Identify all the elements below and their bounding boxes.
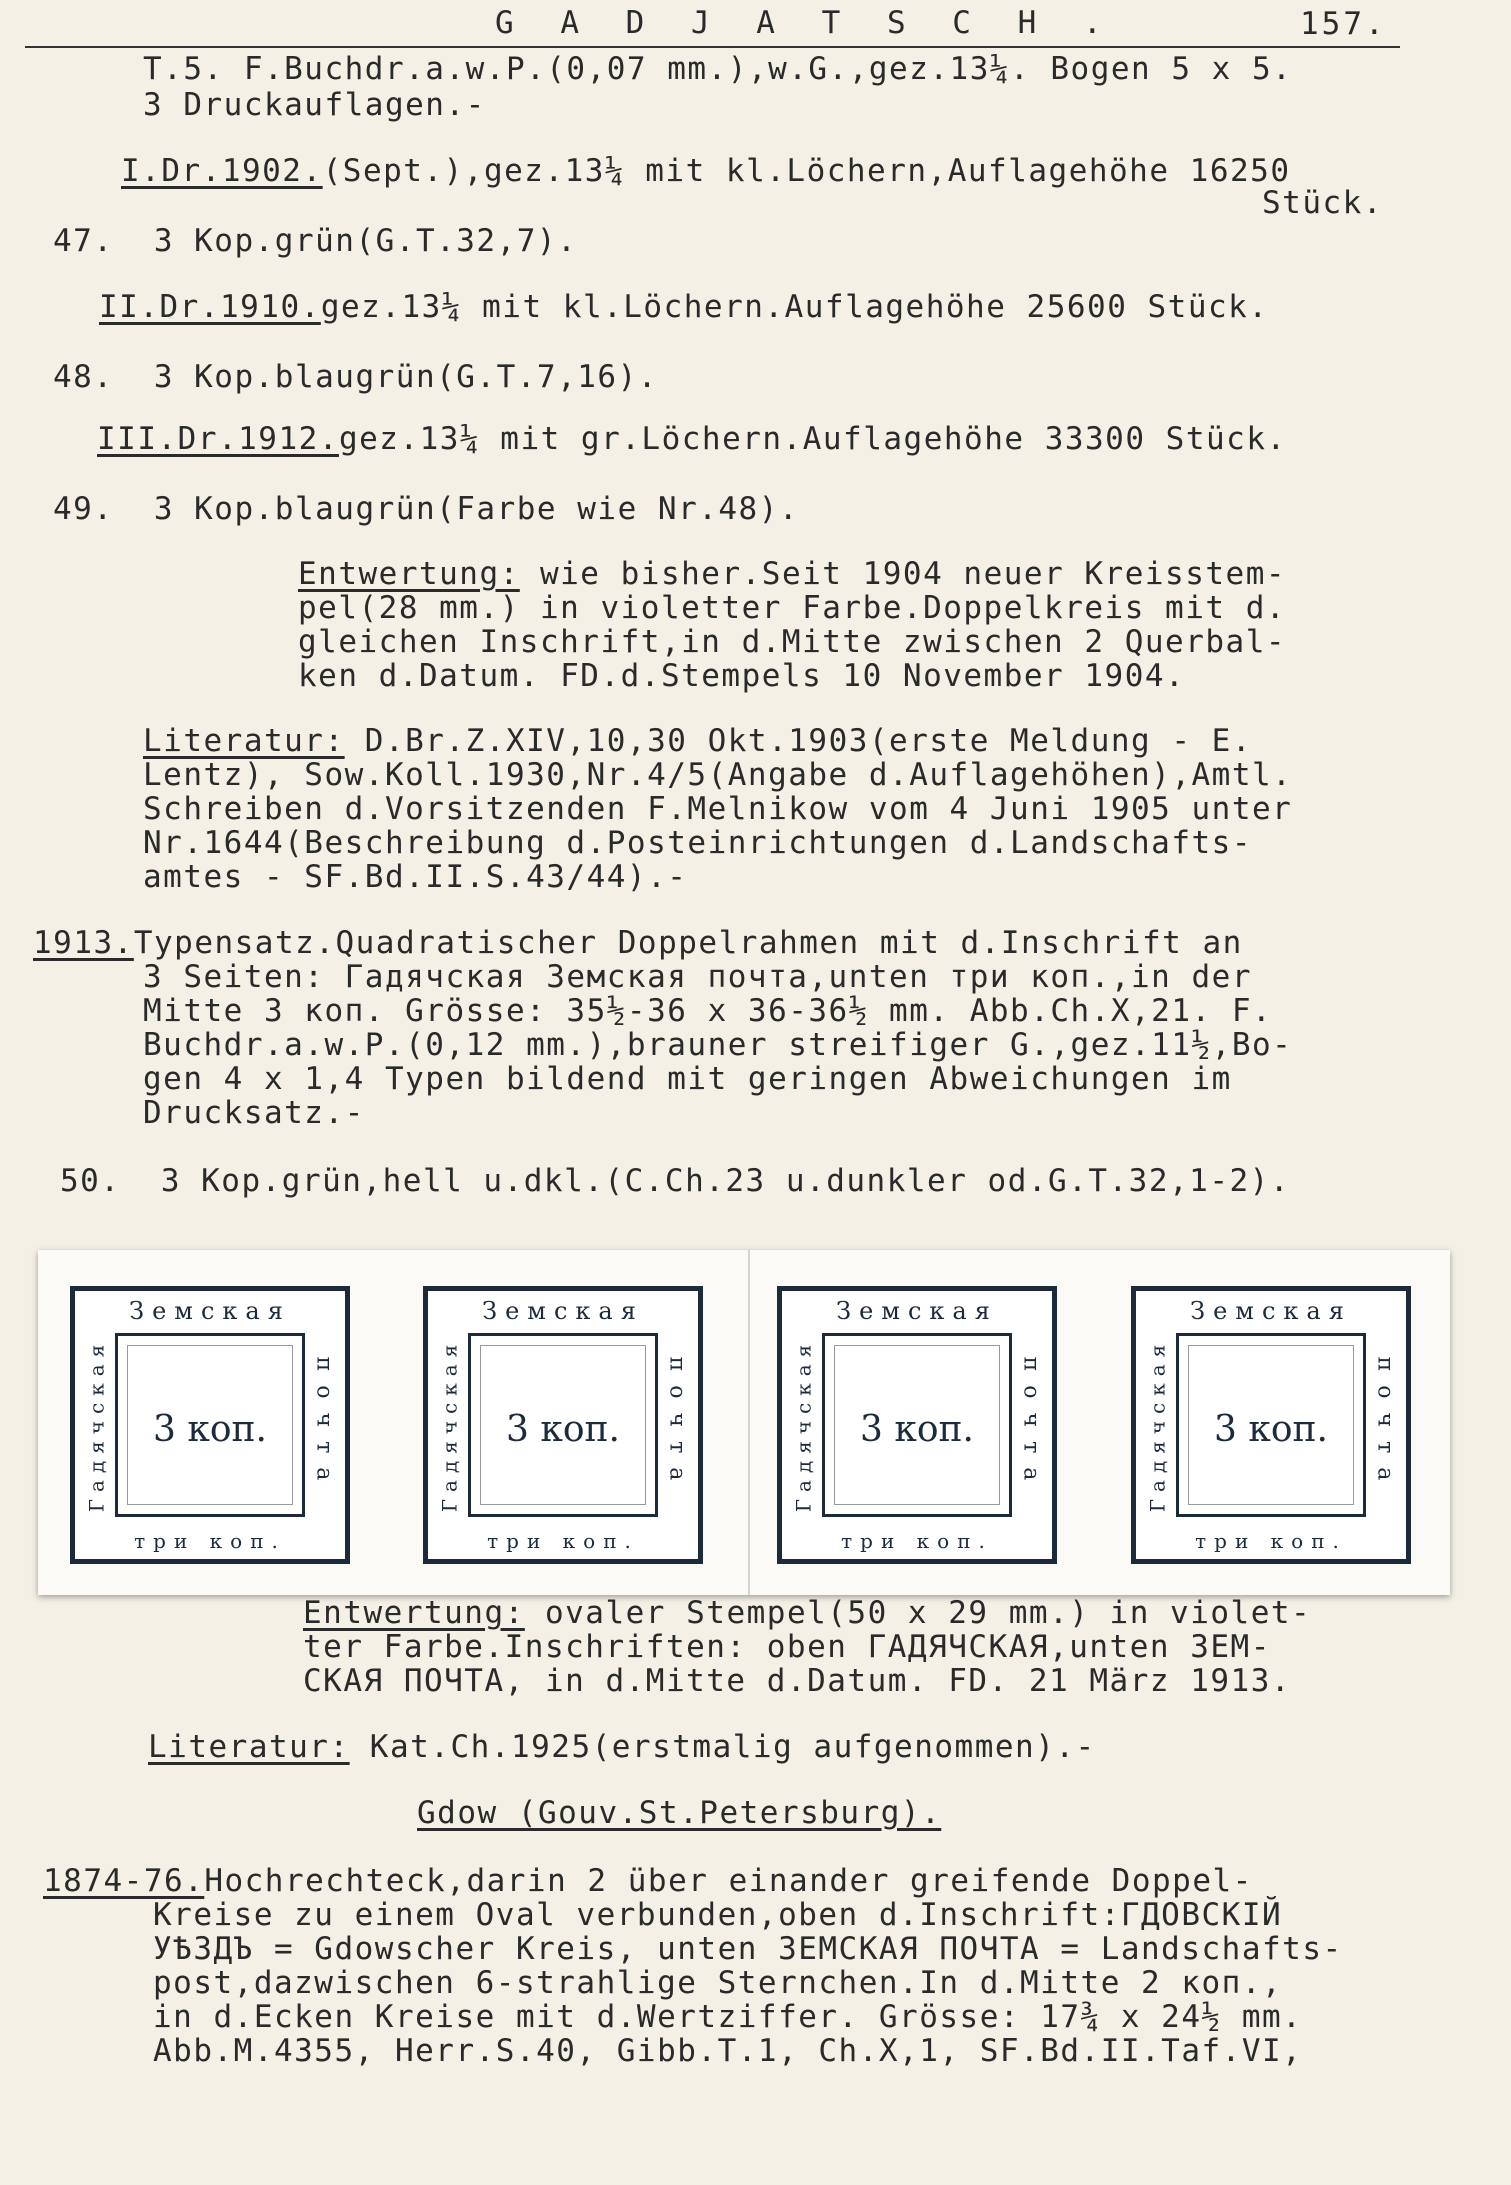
underlined-term: Literatur: bbox=[148, 1729, 350, 1765]
line-text: in d.Ecken Kreise mit d.Wertziffer. Grösse: 17¾ x 24½ mm. bbox=[153, 1999, 1303, 2035]
strip-divider bbox=[748, 1250, 750, 1595]
stamp-left-inscription: Гадячская bbox=[1145, 1337, 1169, 1513]
line-text: Abb.M.4355, Herr.S.40, Gibb.T.1, Ch.X,1, SF.Bd.II.Taf.VI, bbox=[153, 2033, 1303, 2069]
stamp-left-inscription: Гадячская bbox=[437, 1337, 461, 1513]
line-text: 49. 3 Kop.blaugrün(Farbe wie Nr.48). bbox=[53, 491, 800, 527]
line-text: Drucksatz.- bbox=[143, 1095, 365, 1131]
text-line bbox=[143, 724, 1252, 758]
line-text: Kat.Ch.1925(erstmalig aufgenommen).- bbox=[349, 1729, 1096, 1765]
line-text: Hochrechteck,darin 2 über einander greifende Doppel- bbox=[204, 1863, 1253, 1899]
text-line bbox=[97, 422, 1287, 456]
text-line bbox=[303, 1630, 1271, 1664]
text-line bbox=[298, 557, 1286, 591]
line-text: post,dazwischen 6-strahlige Sternchen.In d.Mitte 2 коп., bbox=[153, 1965, 1283, 2001]
stamp-right-inscription: почта bbox=[311, 1356, 337, 1494]
text-line bbox=[143, 88, 486, 122]
line-text: Buchdr.a.w.P.(0,12 mm.),brauner streifiger G.,gez.11½,Bo- bbox=[143, 1027, 1293, 1063]
text-line bbox=[303, 1664, 1291, 1698]
text-line bbox=[143, 792, 1292, 826]
underlined-term: Entwertung: bbox=[298, 556, 520, 592]
text-line bbox=[33, 926, 1243, 960]
line-text: Typensatz.Quadratischer Doppelrahmen mit d.Inschrift an bbox=[133, 925, 1243, 961]
text-line bbox=[143, 860, 687, 894]
stamp-right-inscription: почта bbox=[664, 1356, 690, 1494]
underlined-term: I.Dr.1902. bbox=[121, 153, 323, 189]
text-line bbox=[298, 625, 1286, 659]
text-line bbox=[60, 1164, 1290, 1198]
line-text: gleichen Inschrift,in d.Mitte zwischen 2 Querbal- bbox=[298, 624, 1287, 660]
line-text: D.Br.Z.XIV,10,30 Okt.1903(erste Meldung - E. bbox=[344, 723, 1253, 759]
line-text: УѢЗДЪ = Gdowscher Kreis, unten ЗЕМСКАЯ ПОЧТА = Landschafts- bbox=[153, 1931, 1343, 1967]
line-text: 50. 3 Kop.grün,hell u.dkl.(C.Ch.23 u.dunkler od.G.T.32,1-2). bbox=[60, 1163, 1290, 1199]
text-line bbox=[53, 492, 799, 526]
stamp-top-inscription: Земская bbox=[482, 1297, 644, 1325]
stamp-bottom-inscription: три коп. bbox=[841, 1529, 993, 1553]
stamp-bottom-inscription: три коп. bbox=[487, 1529, 639, 1553]
line-text: Stück. bbox=[1262, 185, 1383, 221]
text-line bbox=[1262, 186, 1383, 220]
text-line bbox=[143, 994, 1272, 1028]
line-text: gen 4 x 1,4 Typen bildend mit geringen Abweichungen im bbox=[143, 1061, 1232, 1097]
stamp-illustration-strip bbox=[38, 1250, 1450, 1595]
text-line bbox=[121, 154, 1291, 188]
line-text: ter Farbe.Inschriften: oben ГАДЯЧСКАЯ,unten ЗЕМ- bbox=[303, 1629, 1271, 1665]
text-line bbox=[143, 1096, 365, 1130]
line-text: amtes - SF.Bd.II.S.43/44).- bbox=[143, 859, 688, 895]
page-number: 157. bbox=[1300, 6, 1387, 42]
text-line bbox=[53, 224, 577, 258]
text-line bbox=[153, 1932, 1343, 1966]
line-text: ken d.Datum. FD.d.Stempels 10 November 1904. bbox=[298, 658, 1186, 694]
stamp-right-inscription: почта bbox=[1372, 1356, 1398, 1494]
line-text: 3 Seiten: Гадячская Земская почта,unten три коп.,in der bbox=[143, 959, 1252, 995]
underlined-term: Gdow (Gouv.St.Petersburg). bbox=[417, 1795, 942, 1831]
line-text: Schreiben d.Vorsitzenden F.Melnikow vom 4 Juni 1905 unter bbox=[143, 791, 1293, 827]
line-text: T.5. F.Buchdr.a.w.P.(0,07 mm.),w.G.,gez.13¼. Bogen 5 x 5. bbox=[143, 51, 1293, 87]
line-text: pel(28 mm.) in violetter Farbe.Doppelkreis mit d. bbox=[298, 590, 1287, 626]
stamp-bottom-inscription: три коп. bbox=[1195, 1529, 1347, 1553]
text-line bbox=[99, 290, 1269, 324]
line-text: Kreise zu einem Oval verbunden,oben d.Inschrift:ГДОВСКІЙ bbox=[153, 1897, 1283, 1933]
underlined-term: II.Dr.1910. bbox=[99, 289, 321, 325]
stamp-value: 3 коп. bbox=[506, 1409, 620, 1450]
stamp bbox=[423, 1286, 703, 1564]
text-line bbox=[303, 1596, 1311, 1630]
stamp-top-inscription: Земская bbox=[1190, 1297, 1352, 1325]
line-text: Nr.1644(Beschreibung d.Posteinrichtungen d.Landschafts- bbox=[143, 825, 1252, 861]
text-line bbox=[298, 659, 1185, 693]
line-text: СКАЯ ПОЧТА, in d.Mitte d.Datum. FD. 21 März 1913. bbox=[303, 1663, 1292, 1699]
line-text: 48. 3 Kop.blaugrün(G.T.7,16). bbox=[53, 359, 658, 395]
underlined-term: 1874-76. bbox=[43, 1863, 205, 1899]
line-text: (Sept.),gez.13¼ mit kl.Löchern,Auflagehöhe 16250 bbox=[322, 153, 1291, 189]
text-line bbox=[53, 360, 658, 394]
text-line bbox=[298, 591, 1286, 625]
line-text: 47. 3 Kop.grün(G.T.32,7). bbox=[53, 223, 578, 259]
line-text: gez.13¼ mit gr.Löchern.Auflagehöhe 33300 Stück. bbox=[338, 421, 1287, 457]
stamp-left-inscription: Гадячская bbox=[84, 1337, 108, 1513]
underlined-term: Entwertung: bbox=[303, 1595, 525, 1631]
stamp-value: 3 коп. bbox=[860, 1409, 974, 1450]
underlined-term: Literatur: bbox=[143, 723, 345, 759]
text-line bbox=[153, 2000, 1302, 2034]
text-line bbox=[143, 1028, 1292, 1062]
stamp-left-inscription: Гадячская bbox=[791, 1337, 815, 1513]
text-line bbox=[153, 1966, 1282, 2000]
stamp-value: 3 коп. bbox=[1214, 1409, 1328, 1450]
text-line bbox=[153, 2034, 1302, 2068]
text-line bbox=[143, 758, 1292, 792]
text-line bbox=[148, 1730, 1096, 1764]
text-line bbox=[143, 1062, 1232, 1096]
stamp bbox=[777, 1286, 1057, 1564]
header-rule bbox=[25, 46, 1400, 48]
page-header-title: G A D J A T S C H . bbox=[495, 5, 1116, 41]
stamp bbox=[1131, 1286, 1411, 1564]
stamp-bottom-inscription: три коп. bbox=[134, 1529, 286, 1553]
underlined-term: 1913. bbox=[33, 925, 134, 961]
text-line bbox=[153, 1898, 1282, 1932]
text-line bbox=[43, 1864, 1253, 1898]
underlined-term: III.Dr.1912. bbox=[97, 421, 339, 457]
stamp-value: 3 коп. bbox=[153, 1409, 267, 1450]
text-line bbox=[143, 960, 1252, 994]
stamp-right-inscription: почта bbox=[1018, 1356, 1044, 1494]
line-text: 3 Druckauflagen.- bbox=[143, 87, 486, 123]
line-text: ovaler Stempel(50 x 29 mm.) in violet- bbox=[524, 1595, 1312, 1631]
text-line bbox=[417, 1796, 941, 1830]
stamp-top-inscription: Земская bbox=[836, 1297, 998, 1325]
line-text: wie bisher.Seit 1904 neuer Kreisstem- bbox=[519, 556, 1287, 592]
stamp bbox=[70, 1286, 350, 1564]
line-text: Lentz), Sow.Koll.1930,Nr.4/5(Angabe d.Auflagehöhen),Amtl. bbox=[143, 757, 1293, 793]
text-line bbox=[143, 52, 1292, 86]
stamp-top-inscription: Земская bbox=[129, 1297, 291, 1325]
line-text: gez.13¼ mit kl.Löchern.Auflagehöhe 25600 Stück. bbox=[320, 289, 1269, 325]
text-line bbox=[143, 826, 1252, 860]
line-text: Mitte 3 коп. Grösse: 35½-36 x 36-36½ mm. Abb.Ch.X,21. F. bbox=[143, 993, 1273, 1029]
